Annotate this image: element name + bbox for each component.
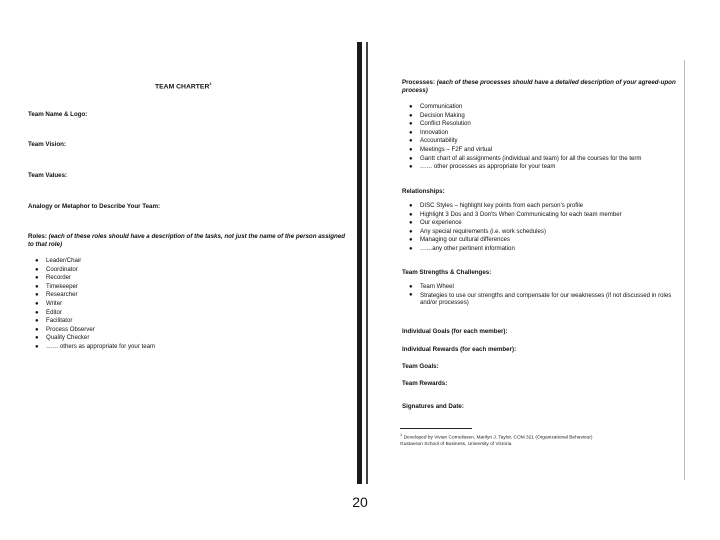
list-item-text: Coordinator	[46, 265, 78, 273]
list-item-text: Strategies to use our strengths and compensate for our weaknesses (if not discussed in roles and/or processes)	[420, 291, 672, 307]
bullet-icon: ●	[409, 112, 413, 119]
bullet-icon: ●	[409, 164, 413, 171]
page-edge	[684, 60, 685, 480]
bullet-icon: ●	[409, 129, 413, 136]
list-item-text: Managing our cultural differences	[420, 236, 510, 244]
individual-goals-label: Individual Goals (for each member):	[402, 328, 508, 335]
list-item	[406, 146, 682, 155]
list-item	[406, 283, 682, 292]
list-item-text: Leader/Chair	[46, 257, 82, 264]
list-item	[32, 266, 155, 275]
list-item	[406, 228, 682, 237]
list-item-text: Process Observer	[46, 325, 95, 333]
analogy-label: Analogy or Metaphor to Describe Your Team:	[28, 203, 161, 210]
roles-note: (each of these roles should have a description of the tasks, not just the name of the person assigned to that role)	[28, 233, 346, 248]
bullet-icon: ●	[409, 284, 413, 290]
team-goals-label: Team Goals:	[402, 363, 439, 370]
list-item-text: Quality Checker	[46, 334, 90, 342]
slide-page-number: 20	[352, 494, 368, 510]
footnote-rule	[400, 428, 472, 429]
roles-list	[32, 257, 155, 352]
list-item-text: Meetings – F2F and virtual	[420, 145, 493, 153]
list-item-text: Timekeeper	[46, 282, 78, 290]
bullet-icon: ●	[35, 318, 39, 325]
list-item-text: ……any other pertinent information	[420, 244, 515, 252]
list-item	[406, 211, 682, 220]
page-divider-secondary	[366, 42, 368, 484]
team-vision-label: Team Vision:	[28, 141, 66, 148]
bullet-icon: ●	[35, 283, 39, 290]
list-item-text: Facilitator	[46, 317, 73, 325]
processes-list	[406, 103, 682, 172]
team-name-label: Team Name & Logo:	[28, 111, 88, 118]
processes-note: (each of these processes should have a detailed description of your agreed-upon process)	[402, 79, 676, 94]
list-item-text: …… others as appropriate for your team	[46, 342, 156, 350]
strengths-list	[406, 283, 682, 308]
list-item	[406, 163, 682, 172]
list-item	[32, 334, 155, 343]
strengths-heading: Team Strengths & Challenges:	[402, 269, 492, 276]
relationships-heading: Relationships:	[402, 188, 445, 195]
list-item-text: Communication	[420, 103, 463, 110]
list-item-text: Accountability	[420, 137, 458, 145]
charter-title-text: TEAM CHARTER	[155, 83, 210, 91]
list-item-text: Team Wheel	[420, 283, 454, 290]
relationships-list	[406, 202, 682, 254]
footnote	[400, 432, 592, 448]
bullet-icon: ●	[35, 326, 39, 333]
list-item	[406, 219, 682, 228]
list-item	[32, 283, 155, 292]
roles-heading	[28, 233, 346, 248]
bullet-icon: ●	[35, 258, 39, 264]
bullet-icon: ●	[35, 335, 39, 342]
list-item	[406, 129, 682, 138]
team-rewards-label: Team Rewards:	[402, 380, 448, 387]
charter-title	[155, 80, 212, 91]
bullet-icon: ●	[409, 211, 413, 218]
title-footnote-marker: 1	[209, 81, 212, 86]
list-item-text: Writer	[46, 299, 63, 307]
bullet-icon: ●	[35, 275, 39, 282]
list-item	[406, 137, 682, 146]
footnote-line-1: Developed by Vivian Cornelissen, Marilyn J. Taylor, COM 321 (Organizational Behaviour)	[403, 435, 593, 441]
list-item-text: Innovation	[420, 128, 449, 136]
list-item	[32, 257, 155, 266]
list-item-text: Any special requirements (i.e. work schedules)	[420, 227, 546, 235]
bullet-icon: ●	[35, 309, 39, 316]
bullet-icon: ●	[35, 266, 39, 273]
list-item	[406, 120, 682, 129]
bullet-icon: ●	[35, 343, 39, 350]
bullet-icon: ●	[35, 292, 39, 299]
list-item-text: Highlight 3 Dos and 3 Don'ts When Communicating for each team member	[420, 210, 622, 218]
processes-heading-text: Processes:	[402, 79, 436, 86]
bullet-icon: ●	[409, 203, 413, 209]
list-item	[406, 245, 682, 254]
list-item-text: Conflict Resolution	[420, 120, 471, 128]
list-item	[32, 291, 155, 300]
list-item	[32, 300, 155, 309]
charter-page-right	[374, 45, 684, 485]
list-item	[406, 155, 682, 164]
list-item	[32, 326, 155, 335]
signatures-label: Signatures and Date:	[402, 403, 464, 410]
bullet-icon: ●	[409, 220, 413, 227]
bullet-icon: ●	[409, 155, 413, 162]
list-item-text: …… other processes as appropriate for your team	[420, 163, 556, 171]
team-values-label: Team Values:	[28, 172, 68, 179]
list-item-text: Our experience	[420, 219, 462, 227]
list-item-text: Decision Making	[420, 111, 465, 119]
bullet-icon: ●	[409, 121, 413, 128]
footnote-line	[400, 432, 592, 442]
footnote-line-2: Gustavson School of Business, University of Victoria	[400, 441, 512, 447]
individual-rewards-label: Individual Rewards (for each member):	[402, 346, 517, 353]
list-item	[32, 343, 155, 352]
list-item-text: DISC Styles – highlight key points from each person's profile	[420, 202, 584, 209]
list-item	[32, 274, 155, 283]
list-item	[406, 292, 682, 307]
bullet-icon: ●	[409, 291, 413, 298]
charter-page-left	[28, 45, 356, 485]
list-item	[406, 202, 682, 211]
bullet-icon: ●	[409, 138, 413, 145]
bullet-icon: ●	[409, 245, 413, 252]
processes-heading	[402, 79, 680, 94]
list-item-text: Researcher	[46, 291, 78, 299]
bullet-icon: ●	[409, 228, 413, 235]
bullet-icon: ●	[409, 237, 413, 244]
list-item-text: Gantt chart of all assignments (individual and team) for all the courses for the term	[420, 154, 642, 162]
bullet-icon: ●	[35, 300, 39, 307]
bullet-icon: ●	[409, 146, 413, 153]
bullet-icon: ●	[409, 104, 413, 110]
list-item-text: Editor	[46, 308, 62, 316]
list-item-text: Recorder	[46, 274, 72, 282]
list-item	[406, 103, 682, 112]
roles-heading-text: Roles:	[28, 233, 47, 240]
list-item	[406, 112, 682, 121]
footnote-marker: 1	[400, 432, 403, 437]
page-divider	[357, 42, 362, 484]
list-item	[32, 317, 155, 326]
list-item	[406, 236, 682, 245]
list-item	[32, 309, 155, 318]
